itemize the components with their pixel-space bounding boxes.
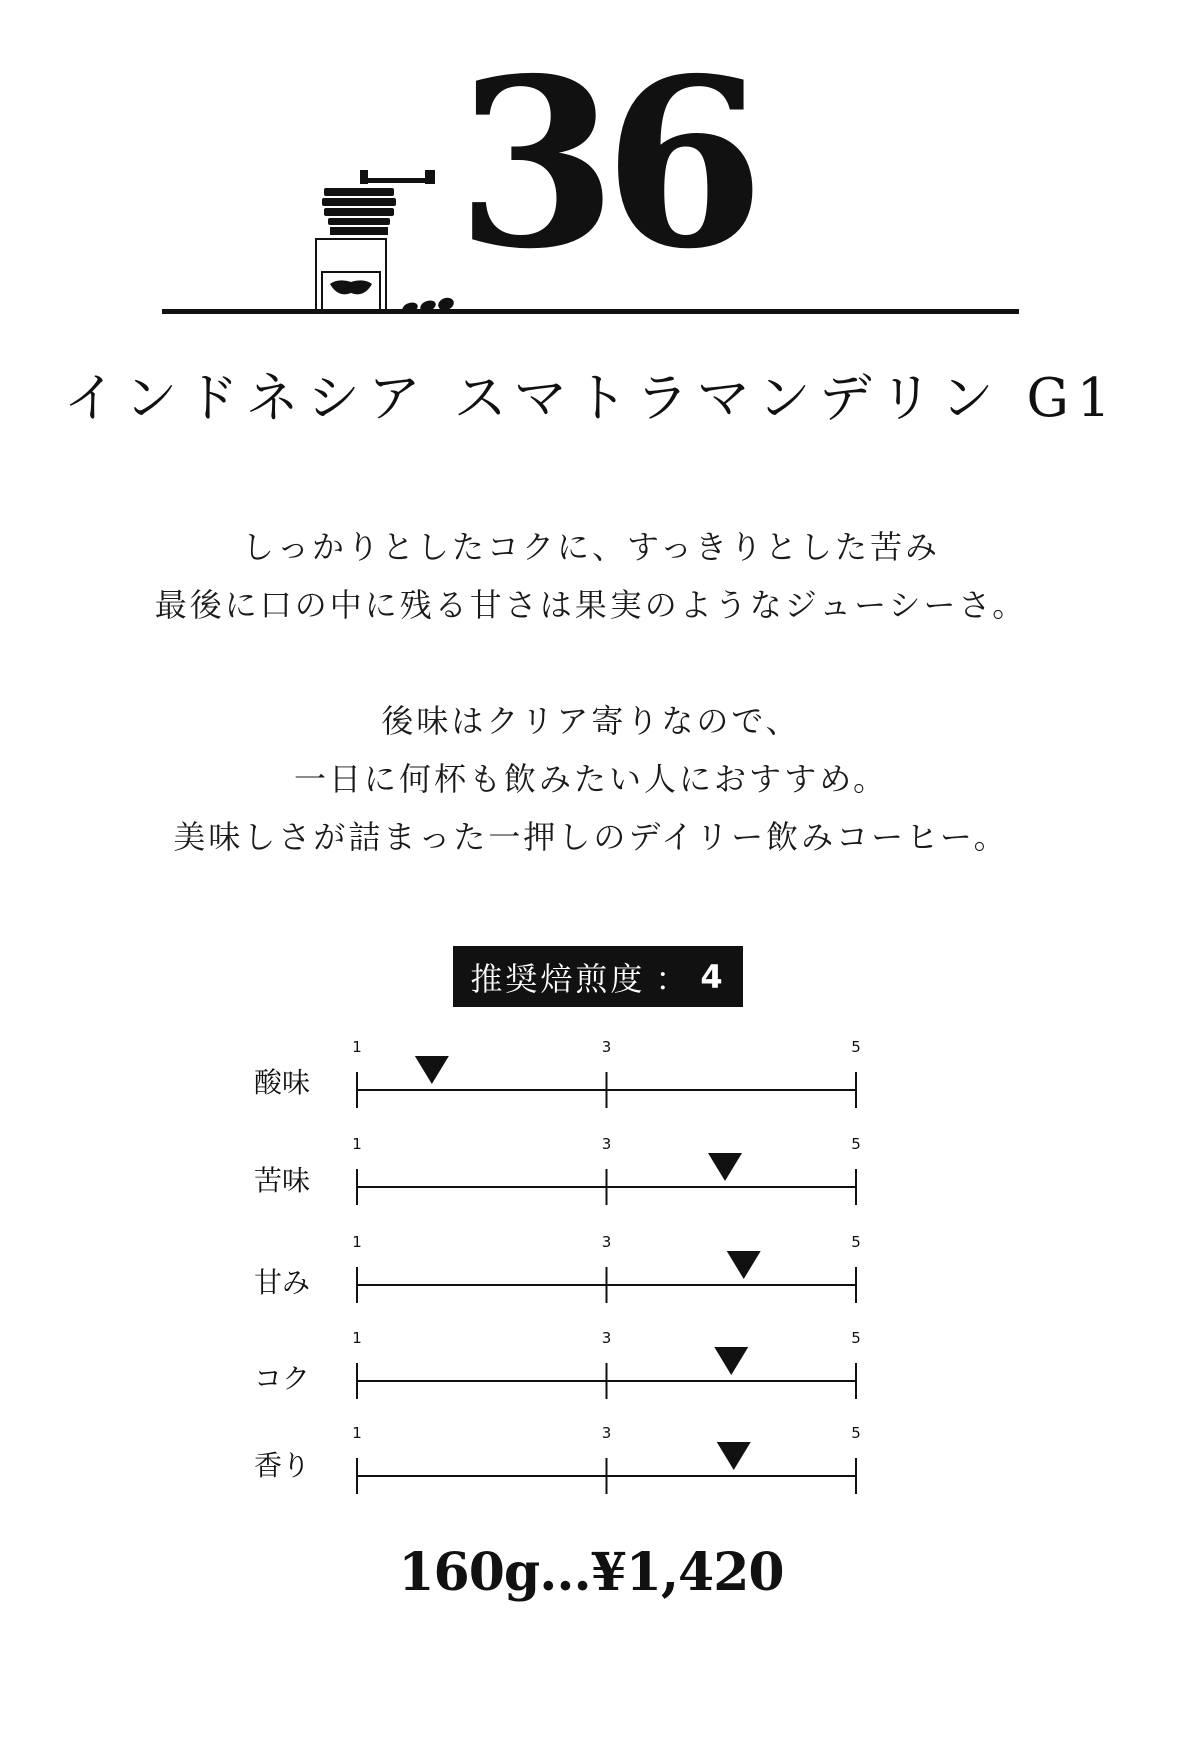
price: 160g...¥1,420 bbox=[398, 1542, 784, 1603]
description-line: しっかりとしたコクに、すっきりとした苦み bbox=[241, 528, 941, 566]
taste-scale-chart bbox=[0, 1030, 1182, 1510]
roast-label: 推奨焙煎度 bbox=[470, 959, 646, 998]
description-paragraph-1 bbox=[0, 518, 1182, 634]
scale-tick-label: 1 bbox=[352, 1038, 362, 1056]
product-name: インドネシア スマトラマンデリン G1 bbox=[63, 368, 1119, 429]
description-line: 後味はクリア寄りなので、 bbox=[381, 702, 801, 740]
scale-marker bbox=[727, 1251, 761, 1279]
description-line: 美味しさが詰まった一押しのデイリー飲みコーヒー。 bbox=[173, 818, 1009, 856]
roast-value: 4 bbox=[700, 957, 726, 996]
scale-tick-label: 3 bbox=[601, 1038, 612, 1056]
scale-tick-label: 3 bbox=[601, 1233, 612, 1251]
scale-marker bbox=[415, 1056, 449, 1084]
scale-label: 苦味 bbox=[254, 1164, 311, 1197]
issue-number: 36 bbox=[456, 27, 751, 300]
scale-marker bbox=[714, 1347, 748, 1375]
scale-tick-label: 3 bbox=[601, 1329, 612, 1347]
scale-tick-label: 5 bbox=[851, 1135, 861, 1153]
taste-scale-row bbox=[254, 1329, 861, 1399]
taste-scale-row bbox=[254, 1135, 861, 1205]
scale-tick-label: 1 bbox=[352, 1329, 362, 1347]
scale-tick-label: 1 bbox=[352, 1135, 362, 1153]
scale-label: 甘み bbox=[254, 1266, 311, 1299]
header bbox=[0, 27, 1182, 300]
scale-tick-label: 5 bbox=[851, 1424, 861, 1442]
roast-separator: ： bbox=[655, 959, 691, 998]
scale-marker bbox=[717, 1442, 751, 1470]
taste-scales bbox=[0, 1030, 1182, 1510]
taste-scale-row bbox=[254, 1038, 861, 1108]
scale-tick-label: 5 bbox=[851, 1233, 861, 1251]
scale-tick-label: 5 bbox=[851, 1329, 861, 1347]
scale-tick-label: 3 bbox=[601, 1135, 612, 1153]
scale-label: コク bbox=[254, 1362, 311, 1395]
scale-marker bbox=[708, 1153, 742, 1181]
taste-scale-row bbox=[254, 1233, 861, 1303]
scale-tick-label: 1 bbox=[352, 1424, 362, 1442]
description-paragraph-2 bbox=[0, 692, 1182, 866]
roast-level-badge bbox=[453, 946, 743, 1007]
scale-label: 香り bbox=[254, 1449, 311, 1482]
scale-label: 酸味 bbox=[254, 1066, 311, 1099]
scale-tick-label: 1 bbox=[352, 1233, 362, 1251]
taste-scale-row bbox=[254, 1424, 861, 1494]
divider bbox=[162, 309, 1019, 314]
description-line: 最後に口の中に残る甘さは果実のようなジューシーさ。 bbox=[154, 586, 1028, 624]
scale-tick-label: 3 bbox=[601, 1424, 612, 1442]
description-line: 一日に何杯も飲みたい人におすすめ。 bbox=[293, 760, 889, 798]
coffee-grinder-icon bbox=[306, 112, 466, 312]
scale-tick-label: 5 bbox=[851, 1038, 861, 1056]
